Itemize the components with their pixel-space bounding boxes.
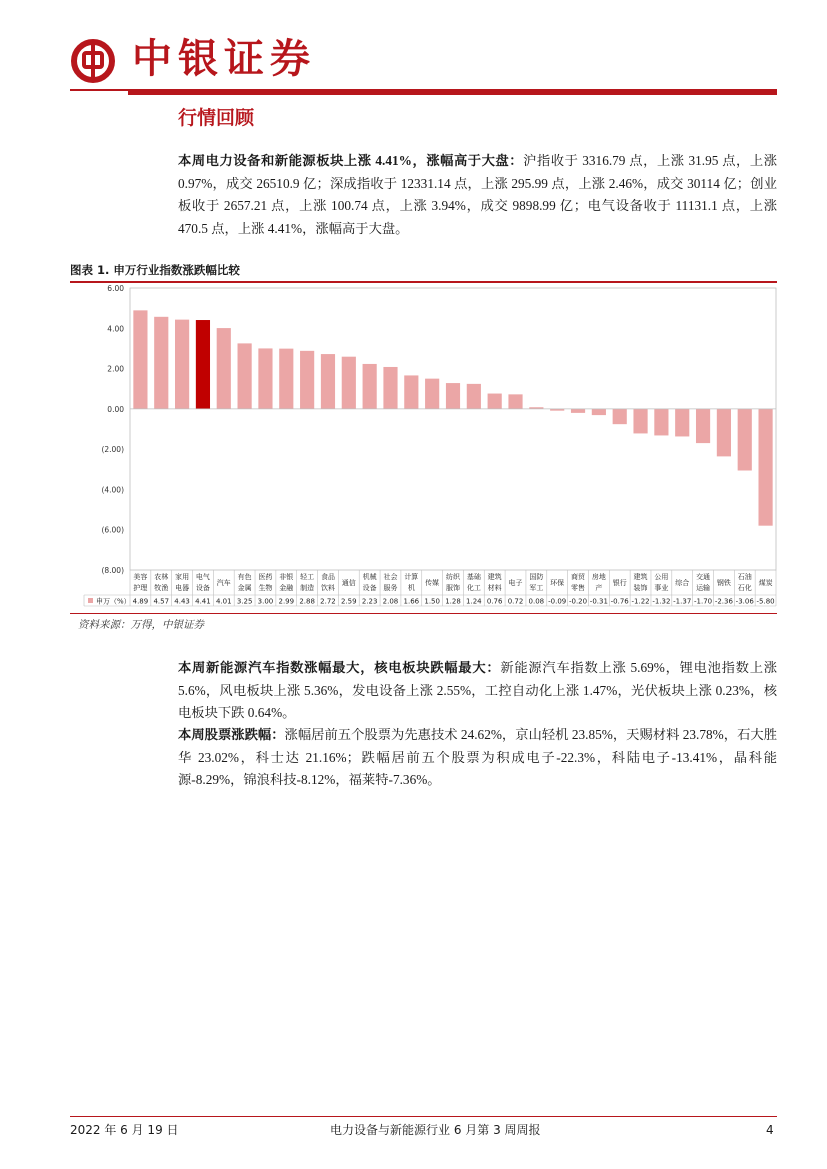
bar [758, 409, 772, 526]
bar [467, 384, 481, 409]
paragraph-market-review [178, 150, 777, 240]
x-category-label: 公用 [654, 573, 669, 581]
data-value-label: 0.08 [528, 597, 545, 606]
industry-index-bar-chart [70, 283, 777, 613]
data-value-label: 4.01 [215, 597, 232, 606]
data-value-label: 2.72 [320, 597, 336, 606]
x-category-label: 机械 [362, 573, 377, 581]
x-category-label: 农林 [154, 573, 169, 581]
y-tick-label: (2.00) [101, 445, 124, 455]
x-category-label: 传媒 [425, 579, 440, 587]
bar [738, 409, 752, 471]
x-category-label: 材料 [487, 584, 502, 592]
data-value-label: 2.88 [299, 597, 315, 606]
bar [321, 354, 335, 409]
page-number: 4 [766, 1123, 774, 1137]
data-value-label: -1.70 [694, 597, 713, 606]
x-category-label: 机 [407, 584, 415, 592]
data-value-label: -0.76 [610, 597, 629, 606]
bar [383, 367, 397, 409]
x-category-label: 装饰 [633, 584, 648, 592]
bar [196, 320, 210, 409]
bar [592, 409, 606, 415]
x-category-label: 国防 [529, 573, 544, 581]
data-value-label: 2.08 [382, 597, 399, 606]
x-category-label: 轻工 [300, 573, 315, 581]
y-tick-label: 4.00 [107, 324, 124, 334]
data-value-label: -1.32 [652, 597, 671, 606]
paragraph-sector-performance [178, 657, 777, 725]
x-category-label: 环保 [550, 579, 565, 587]
x-category-label: 医药 [258, 573, 273, 581]
bar [571, 409, 585, 413]
y-tick-label: 2.00 [107, 364, 124, 374]
figure-rule-bottom [70, 613, 777, 614]
data-value-label: -1.22 [631, 597, 650, 606]
bar [300, 351, 314, 409]
x-category-label: 饮料 [320, 584, 335, 592]
x-category-label: 服饰 [446, 584, 460, 592]
bar [404, 375, 418, 408]
x-category-label: 计算 [404, 573, 419, 581]
page-header [0, 0, 827, 100]
data-value-label: 4.43 [174, 597, 190, 606]
y-tick-label: (4.00) [101, 485, 124, 495]
footer-report-title: 电力设备与新能源行业 6 月第 3 周周报 [330, 1123, 541, 1137]
bar [675, 409, 689, 437]
x-category-label: 电气 [195, 573, 210, 581]
x-category-label: 食品 [320, 573, 335, 581]
bar [425, 379, 439, 409]
paragraph-lead: 本周股票涨跌幅： [178, 727, 285, 742]
data-value-label: 4.57 [153, 597, 170, 606]
x-category-label: 电器 [175, 584, 190, 592]
x-category-label: 军工 [529, 584, 544, 592]
y-tick-label: 6.00 [107, 284, 124, 293]
bar [279, 349, 293, 409]
x-category-label: 事业 [654, 584, 669, 592]
data-value-label: -2.36 [714, 597, 733, 606]
bar [488, 394, 502, 409]
bar [258, 348, 272, 408]
data-value-label: -0.20 [568, 597, 588, 606]
x-category-label: 家用 [175, 573, 190, 581]
figure-source: 资料来源：万得，中银证券 [78, 619, 204, 631]
x-category-label: 交通 [696, 573, 711, 581]
x-category-label: 综合 [675, 579, 690, 587]
data-value-label: 1.50 [424, 597, 440, 606]
bar [175, 320, 189, 409]
bar [654, 409, 668, 436]
data-value-label: 1.28 [445, 597, 461, 606]
data-value-label: -0.31 [589, 597, 608, 606]
x-category-label: 石化 [737, 584, 752, 592]
x-category-label: 社会 [383, 573, 398, 581]
bar [217, 328, 231, 409]
bar [446, 383, 460, 409]
paragraph-body: 沪指收于 3316.79 点，上涨 31.95 点，上涨 0.97%，成交 26510.9 亿；深成指收于 12331.14 点，上涨 295.99 点，上涨 2.46%，成交 30114 亿；创业板收于 2657.21 点，上涨 100.74 点，上涨 3.94%，成交 9898.99 亿；电气设备收于 11131.1 点，上涨 470.5 点，上涨 4.41%，涨幅高于大盘。 [178, 153, 778, 236]
data-value-label: 3.25 [236, 597, 253, 606]
legend-swatch [88, 598, 93, 603]
x-category-label: 商贸 [571, 573, 586, 581]
x-category-label: 化工 [466, 584, 481, 592]
footer-date: 2022 年 6 月 19 日 [70, 1123, 179, 1137]
paragraph-stock-movers [178, 724, 777, 792]
x-category-label: 设备 [195, 584, 210, 592]
x-category-label: 纺织 [446, 573, 460, 581]
x-category-label: 基础 [466, 573, 481, 581]
x-category-label: 护理 [133, 584, 148, 592]
x-category-label: 设备 [362, 584, 377, 592]
x-category-label: 有色 [237, 573, 252, 581]
data-value-label: 2.23 [361, 597, 378, 606]
y-tick-label: (6.00) [101, 525, 124, 535]
data-value-label: -0.09 [548, 597, 567, 606]
x-category-label: 石油 [737, 573, 752, 581]
x-category-label: 金属 [237, 584, 252, 592]
x-category-label: 银行 [612, 579, 627, 587]
data-value-label: 1.66 [403, 597, 420, 606]
figure-title: 图表 1. 申万行业指数涨跌幅比较 [70, 263, 240, 277]
data-value-label: 4.89 [132, 597, 149, 606]
y-tick-label: (8.00) [101, 566, 124, 575]
x-category-label: 美容 [133, 573, 148, 581]
data-value-label: -5.80 [756, 597, 775, 606]
paragraph-lead: 本周新能源汽车指数涨幅最大，核电板块跌幅最大： [178, 660, 501, 675]
x-category-label: 服务 [383, 584, 398, 592]
bar [238, 343, 252, 408]
x-category-label: 产 [595, 584, 603, 592]
data-value-label: -3.06 [735, 597, 754, 606]
section-title: 行情回顾 [178, 107, 255, 129]
bar [508, 394, 522, 409]
header-rule-thick [128, 89, 777, 95]
x-category-label: 通信 [341, 579, 356, 587]
x-category-label: 制造 [300, 584, 315, 592]
x-category-label: 生物 [258, 584, 273, 592]
x-category-label: 牧渔 [154, 584, 169, 592]
bar [342, 357, 356, 409]
paragraph-body: 新能源汽车指数上涨 5.69%，锂电池指数上涨 5.6%，风电板块上涨 5.36%，发电设备上涨 2.55%，工控自动化上涨 1.47%，光伏板块上涨 0.23%，核电板块下跌 0.64%。 [178, 660, 778, 720]
x-category-label: 汽车 [216, 579, 231, 587]
bar [613, 409, 627, 424]
data-value-label: 0.76 [486, 597, 503, 606]
brand-name: 中银证券 [132, 35, 316, 82]
x-category-label: 金融 [279, 584, 294, 592]
bar [633, 409, 647, 434]
paragraph-body: 涨幅居前五个股票为先惠技术 24.62%，京山轻机 23.85%，天赐材料 23.78%，石大胜华 23.02%，科士达 21.16%；跌幅居前五个股票为积成电子-22.3%，科陆电子-13.41%，晶科能源-8.29%，锦浪科技-8.12%，福莱特-7.36%。 [178, 727, 777, 787]
y-tick-label: 0.00 [107, 404, 124, 414]
legend-series-name: 申万（%） [96, 597, 131, 606]
data-value-label: -1.37 [673, 597, 692, 606]
x-category-label: 煤炭 [758, 579, 773, 587]
bar [154, 317, 168, 409]
x-category-label: 运输 [696, 584, 711, 592]
bar [363, 364, 377, 409]
x-category-label: 房地 [591, 573, 606, 581]
data-value-label: 4.41 [195, 597, 211, 606]
x-category-label: 建筑 [487, 573, 502, 581]
x-category-label: 零售 [571, 584, 586, 592]
x-category-label: 非银 [279, 573, 294, 581]
bank-of-china-logo-icon [70, 38, 116, 84]
data-value-label: 2.59 [341, 597, 357, 606]
data-value-label: 3.00 [257, 597, 274, 606]
x-category-label: 电子 [508, 579, 523, 587]
x-category-label: 钢铁 [716, 579, 731, 587]
data-value-label: 0.72 [507, 597, 524, 606]
bar [717, 409, 731, 457]
data-value-label: 1.24 [466, 597, 482, 606]
x-category-label: 建筑 [633, 573, 648, 581]
data-value-label: 2.99 [278, 597, 295, 606]
paragraph-lead: 本周电力设备和新能源板块上涨 4.41%，涨幅高于大盘： [178, 153, 524, 168]
bar [696, 409, 710, 443]
footer-rule [70, 1116, 777, 1117]
bar [133, 310, 147, 408]
